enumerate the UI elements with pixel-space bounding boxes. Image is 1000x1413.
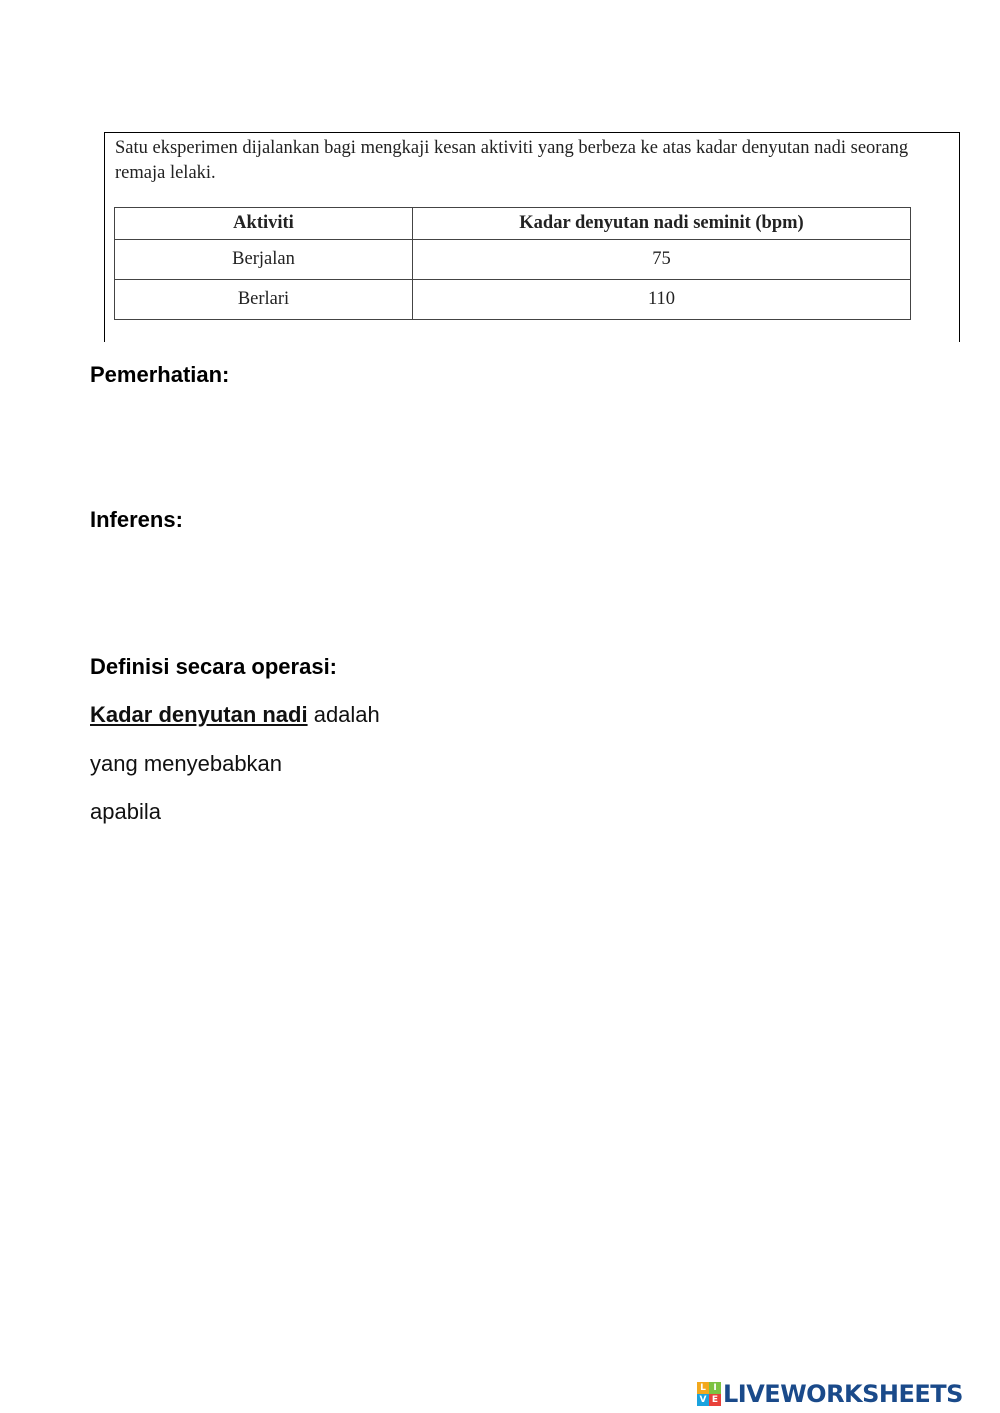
table-row bbox=[115, 240, 911, 280]
heart-rate-table bbox=[114, 207, 911, 320]
header-activity: Aktiviti bbox=[115, 208, 413, 240]
cell-activity: Berlari bbox=[115, 280, 413, 320]
definition-line-3: apabila bbox=[90, 799, 161, 824]
observation-label: Pemerhatian: bbox=[90, 362, 230, 387]
definition-term: Kadar denyutan nadi bbox=[90, 702, 308, 727]
cell-activity: Berjalan bbox=[115, 240, 413, 280]
definition-label: Definisi secara operasi: bbox=[90, 654, 338, 679]
liveworksheets-logo bbox=[697, 1378, 993, 1410]
cell-heart-rate: 75 bbox=[413, 240, 911, 280]
logo-mark-letter: E bbox=[709, 1394, 721, 1406]
definition-line-1 bbox=[90, 702, 380, 728]
definition-line-2: yang menyebabkan bbox=[90, 751, 283, 776]
header-heart-rate: Kadar denyutan nadi seminit (bpm) bbox=[413, 208, 911, 240]
logo-mark-letter: L bbox=[697, 1382, 709, 1394]
problem-box bbox=[104, 132, 960, 342]
logo-text: LIVEWORKSHEETS bbox=[723, 1380, 963, 1408]
logo-mark-letter: V bbox=[697, 1394, 709, 1406]
table-header-row bbox=[115, 208, 911, 240]
cell-heart-rate: 110 bbox=[413, 280, 911, 320]
logo-mark-letter: I bbox=[709, 1382, 721, 1394]
logo-mark-icon bbox=[697, 1382, 721, 1406]
problem-intro: Satu eksperimen dijalankan bagi mengkaji kesan aktiviti yang berbeza ke atas kadar denyutan nadi seorang remaja lelaki. bbox=[115, 138, 909, 183]
definition-line-1-suffix: adalah bbox=[307, 702, 380, 727]
inference-label: Inferens: bbox=[90, 507, 183, 532]
table-row bbox=[115, 280, 911, 320]
